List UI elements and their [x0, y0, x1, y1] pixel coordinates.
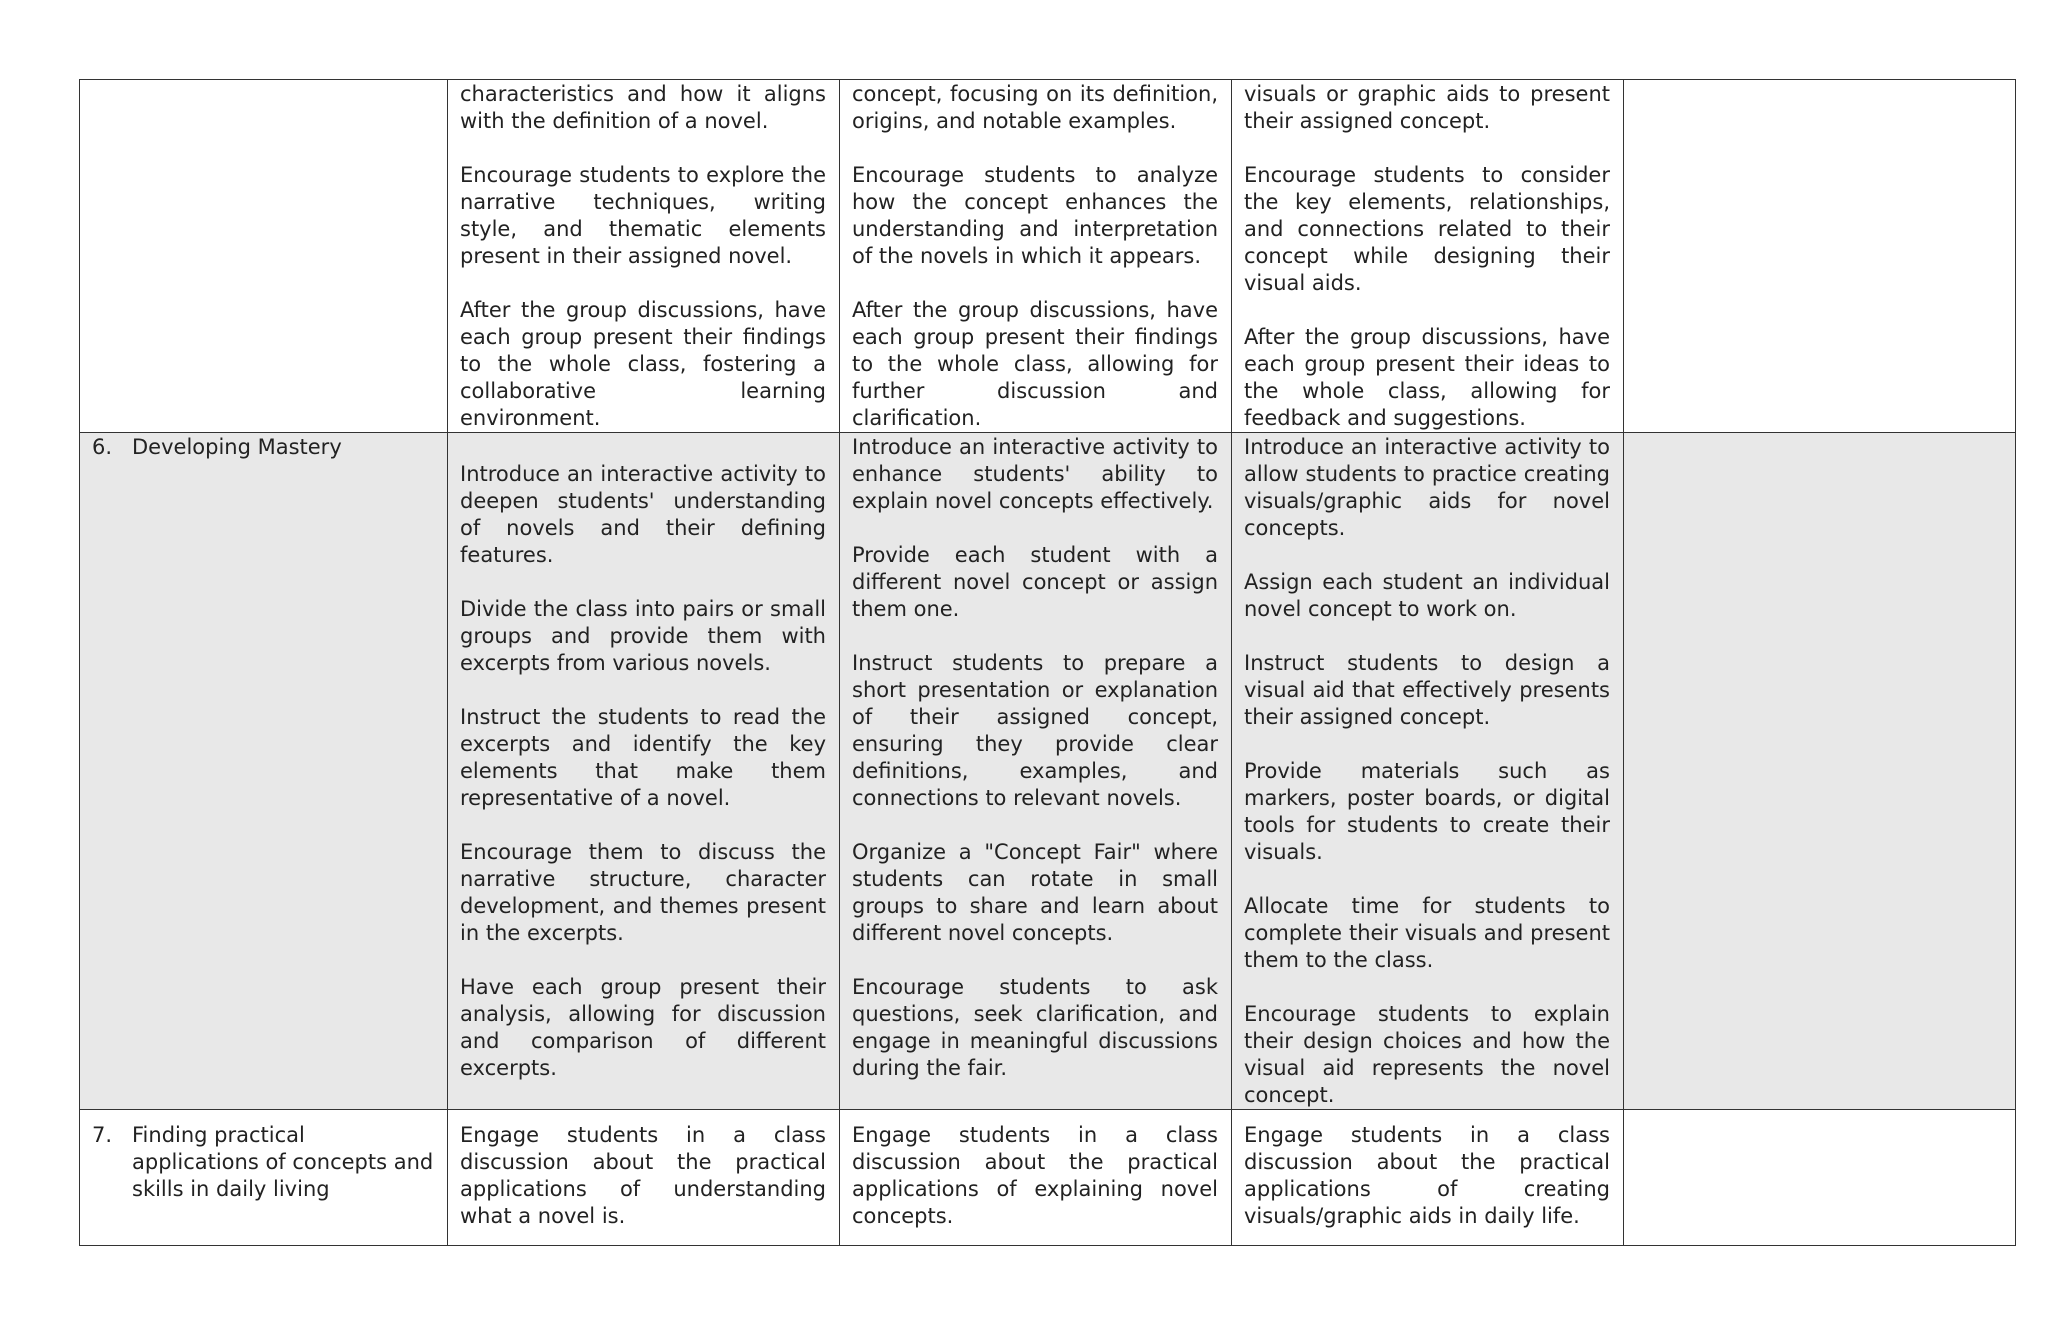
lesson-plan-table: [79, 79, 2016, 1246]
row-label-cell: [80, 80, 448, 433]
understanding-novel-cell: [448, 1110, 840, 1246]
row-label: [92, 1122, 434, 1203]
paragraph: After the group discussions, have each group present their findings to the whole class, allowing for further discussion and clarification.: [852, 298, 1218, 430]
visual-aids-cell: [1232, 1110, 1624, 1246]
paragraph: Instruct students to design a visual aid that effectively presents their assigned concept.: [1244, 651, 1610, 729]
explaining-concepts-cell: [840, 80, 1232, 433]
paragraph: Introduce an interactive activity to enhance students' ability to explain novel concepts effectively.: [852, 435, 1218, 513]
understanding-novel-cell: [448, 433, 840, 1110]
paragraph: Allocate time for students to complete their visuals and present them to the class.: [1244, 894, 1610, 972]
paragraph: Engage students in a class discussion about the practical applications of understanding what a novel is.: [460, 1123, 826, 1228]
explaining-concepts-cell: [840, 433, 1232, 1110]
paragraph: Encourage students to consider the key elements, relationships, and connections related to their concept while designing their visual aids.: [1244, 163, 1610, 295]
row-label-cell: [80, 433, 448, 1110]
paragraph: Instruct the students to read the excerpts and identify the key elements that make them representative of a novel.: [460, 705, 826, 810]
table-row: [80, 1110, 2016, 1246]
understanding-novel-cell: [448, 80, 840, 433]
row-number: 7.: [92, 1123, 113, 1147]
table-row: [80, 433, 2016, 1110]
paragraph: visuals or graphic aids to present their assigned concept.: [1244, 82, 1610, 133]
paragraph: After the group discussions, have each group present their ideas to the whole class, allowing for feedback and suggestions.: [1244, 325, 1610, 430]
row-label-cell: [80, 1110, 448, 1246]
paragraph: Encourage students to analyze how the concept enhances the understanding and interpretation of the novels in which it appears.: [852, 163, 1218, 268]
paragraph: concept, focusing on its definition, origins, and notable examples.: [852, 82, 1218, 133]
paragraph: Encourage students to explore the narrative techniques, writing style, and thematic elements present in their assigned novel.: [460, 163, 826, 268]
explaining-concepts-cell: [840, 1110, 1232, 1246]
paragraph: Engage students in a class discussion about the practical applications of explaining novel concepts.: [852, 1123, 1218, 1228]
row-number: 6.: [92, 435, 113, 459]
paragraph: characteristics and how it aligns with the definition of a novel.: [460, 82, 826, 133]
visual-aids-cell: [1232, 433, 1624, 1110]
row-label: [92, 434, 434, 461]
paragraph: Introduce an interactive activity to deepen students' understanding of novels and their defining features.: [460, 462, 826, 567]
paragraph: Assign each student an individual novel concept to work on.: [1244, 570, 1610, 621]
visual-aids-cell: [1232, 80, 1624, 433]
paragraph: Encourage students to ask questions, seek clarification, and engage in meaningful discussions during the fair.: [852, 975, 1218, 1080]
paragraph: Provide each student with a different novel concept or assign them one.: [852, 543, 1218, 621]
empty-cell: [1624, 1110, 2016, 1246]
table-row: [80, 80, 2016, 433]
paragraph: Encourage them to discuss the narrative structure, character development, and themes present in the excerpts.: [460, 840, 826, 945]
row-title: Developing Mastery: [132, 435, 342, 459]
row-title: Finding practical applications of concepts and skills in daily living: [132, 1123, 434, 1201]
paragraph: Instruct students to prepare a short presentation or explanation of their assigned concept, ensuring they provide clear definitions, examples, and connections to relevant novels.: [852, 651, 1218, 810]
empty-cell: [1624, 80, 2016, 433]
paragraph: Introduce an interactive activity to allow students to practice creating visuals/graphic aids for novel concepts.: [1244, 435, 1610, 540]
paragraph: Engage students in a class discussion about the practical applications of creating visuals/graphic aids in daily life.: [1244, 1123, 1610, 1228]
paragraph: Encourage students to explain their design choices and how the visual aid represents the novel concept.: [1244, 1002, 1610, 1107]
paragraph: Provide materials such as markers, poster boards, or digital tools for students to create their visuals.: [1244, 759, 1610, 864]
empty-cell: [1624, 433, 2016, 1110]
paragraph: After the group discussions, have each group present their findings to the whole class, fostering a collaborative learning environment.: [460, 298, 826, 430]
paragraph: Have each group present their analysis, allowing for discussion and comparison of different excerpts.: [460, 975, 826, 1080]
paragraph: Organize a "Concept Fair" where students can rotate in small groups to share and learn about different novel concepts.: [852, 840, 1218, 945]
paragraph: Divide the class into pairs or small groups and provide them with excerpts from various novels.: [460, 597, 826, 675]
